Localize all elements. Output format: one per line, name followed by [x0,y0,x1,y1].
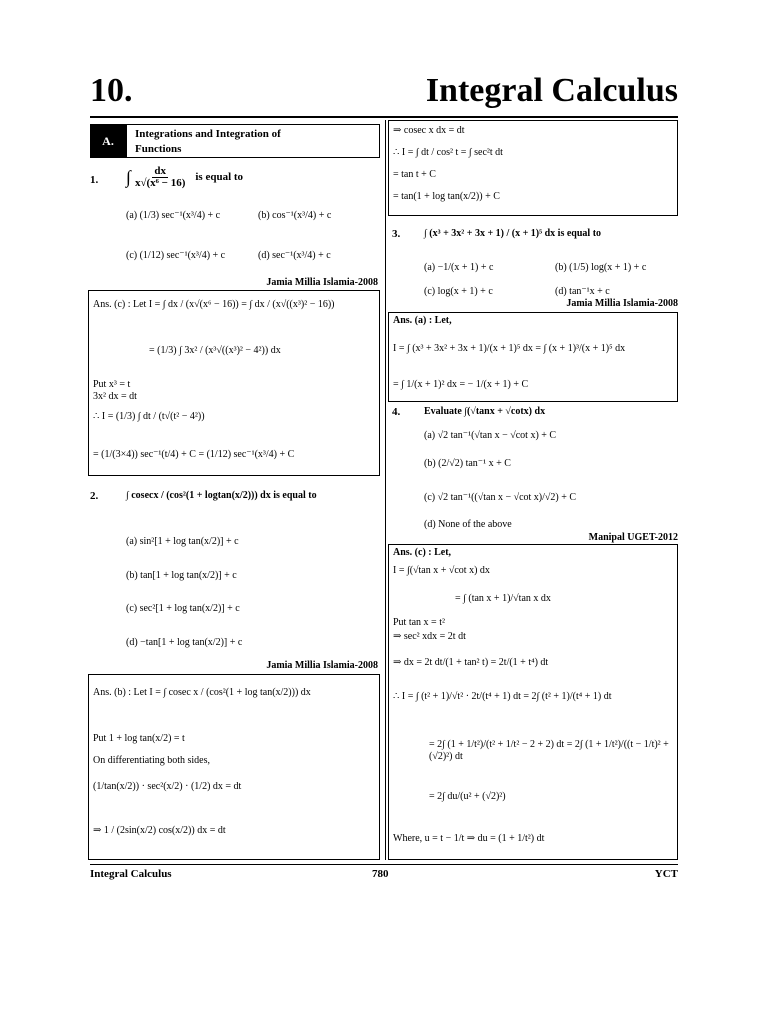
q1-option-c: (c) (1/12) sec⁻¹(x³/4) + c [126,250,226,261]
q4-number: 4. [392,406,401,418]
q2cont-line-2: ∴ I = ∫ dt / cos² t = ∫ sec²t dt [393,147,503,158]
q2-option-c: (c) sec²[1 + log tan(x/2)] + c [126,603,240,614]
q3-ans-line-2: I = ∫ (x³ + 3x² + 3x + 1)/(x + 1)⁵ dx = ∫ (x + 1)³/(x + 1)⁵ dx [393,343,626,354]
q4-ans-line-1: Ans. (c) : Let, [393,547,452,558]
q1-ans-line-3: Put x³ = t [93,379,131,390]
q4-stem: Evaluate ∫(√tanx + √cotx) dx [424,406,546,417]
q1-option-b: (b) cos⁻¹(x³/4) + c [258,210,332,221]
q1-ans-line-6: = (1/(3×4)) sec⁻¹(t/4) + C = (1/12) sec⁻¹(x³/4) + C [93,449,295,460]
q3-number: 3. [392,228,401,240]
q2-option-b: (b) tan[1 + log tan(x/2)] + c [126,570,237,581]
q1-stem-num: dx [154,165,166,177]
footer-right: YCT [654,868,678,880]
q2-option-d: (d) −tan[1 + log tan(x/2)] + c [126,637,243,648]
section-tag: A. [90,124,126,158]
q4-ans-line-10: Where, u = t − 1/t ⇒ du = (1 + 1/t²) dt [393,833,545,844]
q4-ans-line-5: ⇒ sec² xdx = 2t dt [393,631,466,642]
q2-source: Jamia Millia Islamia-2008 [266,660,378,671]
q4-ans-line-7: ∴ I = ∫ (t² + 1)/√t² · 2t/(t⁴ + 1) dt = 2∫ (t² + 1)/(t⁴ + 1) dt [393,691,612,702]
q4-ans-line-6: ⇒ dx = 2t dt/(1 + tan² t) = 2t/(1 + t⁴) dt [393,657,549,668]
q2-option-a: (a) sin²[1 + log tan(x/2)] + c [126,536,239,547]
section-title-box [126,124,380,158]
q1-ans-line-4: 3x² dx = dt [93,391,137,402]
q3-option-c: (c) log(x + 1) + c [424,286,493,297]
q2-continued-box [388,120,678,216]
q3-answer-box [388,312,678,402]
q4-option-d: (d) None of the above [424,519,512,530]
q2-ans-line-2: Put 1 + log tan(x/2) = t [93,733,185,744]
q2-ans-line-5: ⇒ 1 / (2sin(x/2) cos(x/2)) dx = dt [93,825,226,836]
q3-option-d: (d) tan⁻¹x + c [555,286,610,297]
q4-ans-line-3: = ∫ (tan x + 1)/√tan x dx [455,593,551,604]
q3-stem: ∫ (x³ + 3x² + 3x + 1) / (x + 1)⁵ dx is equal to [424,228,602,239]
q2-ans-line-1: Ans. (b) : Let I = ∫ cosec x / (cos²(1 + log tan(x/2))) dx [93,687,311,698]
q2-ans-line-3: On differentiating both sides, [93,755,211,766]
q2-ans-line-4: (1/tan(x/2)) · sec²(x/2) · (1/2) dx = dt [93,781,242,792]
q4-source: Manipal UGET-2012 [588,532,678,543]
q4-ans-line-8: = 2∫ (1 + 1/t²)/(t² + 1/t² − 2 + 2) dt = 2∫ (1 + 1/t²)/((t − 1/t)² + (√2)²) dt [429,739,669,762]
q2-number: 2. [90,490,99,502]
q1-stem: ∫ $\frac{dx}{\text{x√(x⁶ − 16)}}$ is equal to [126,165,244,189]
q4-ans-line-2: I = ∫(√tan x + √cot x) dx [393,565,490,576]
q4-ans-line-4: Put tan x = t² [393,617,445,628]
q1-ans-line-1: Ans. (c) : Let I = ∫ dx / (x√(x⁶ − 16)) = ∫ dx / (x√((x³)² − 16)) [93,299,335,310]
q4-option-b: (b) (2/√2) tan⁻¹ x + C [424,458,511,469]
q3-ans-line-1: Ans. (a) : Let, [393,315,452,326]
q1-number: 1. [90,174,99,186]
q3-ans-line-3: = ∫ 1/(x + 1)² dx = − 1/(x + 1) + C [393,379,529,390]
q1-option-d: (d) sec⁻¹(x³/4) + c [258,250,331,261]
q2-stem: ∫ cosecx / (cos²(1 + logtan(x/2))) dx is equal to [126,490,317,501]
q1-answer-box [88,290,380,476]
footer-rule [90,864,678,865]
q1-stem-den: x√(x⁶ − 16) [134,177,186,189]
chapter-number: 10. [90,72,133,109]
q2cont-line-3: = tan t + C [393,169,436,180]
q1-ans-line-2: = (1/3) ∫ 3x² / (x³√((x³)² − 4²)) dx [149,345,281,356]
q1-ans-line-5: ∴ I = (1/3) ∫ dt / (t√(t² − 4²)) [93,411,205,422]
q1-option-a: (a) (1/3) sec⁻¹(x³/4) + c [126,210,221,221]
q3-source: Jamia Millia Islamia-2008 [566,298,678,309]
footer-left: Integral Calculus [90,868,172,880]
q4-option-a: (a) √2 tan⁻¹(√tan x − √cot x) + C [424,430,557,441]
q4-ans-line-9: = 2∫ du/(u² + (√2)²) [429,791,506,802]
section-title-line2: Functions [135,143,182,155]
footer-page-number: 780 [372,868,389,880]
q3-option-b: (b) (1/5) log(x + 1) + c [555,262,647,273]
section-title-line1: Integrations and Integration of [135,128,281,140]
q4-option-c: (c) √2 tan⁻¹((√tan x − √cot x)/√2) + C [424,492,577,503]
q4-answer-box [388,544,678,860]
q2-answer-box [88,674,380,860]
chapter-title: Integral Calculus [425,72,678,109]
q2cont-line-1: ⇒ cosec x dx = dt [393,125,465,136]
q1-source: Jamia Millia Islamia-2008 [266,277,378,288]
q1-stem-text: is equal to [195,171,244,183]
header-rule [90,116,678,118]
q2cont-line-4: = tan(1 + log tan(x/2)) + C [393,191,500,202]
column-divider [385,120,386,860]
q3-option-a: (a) −1/(x + 1) + c [424,262,494,273]
